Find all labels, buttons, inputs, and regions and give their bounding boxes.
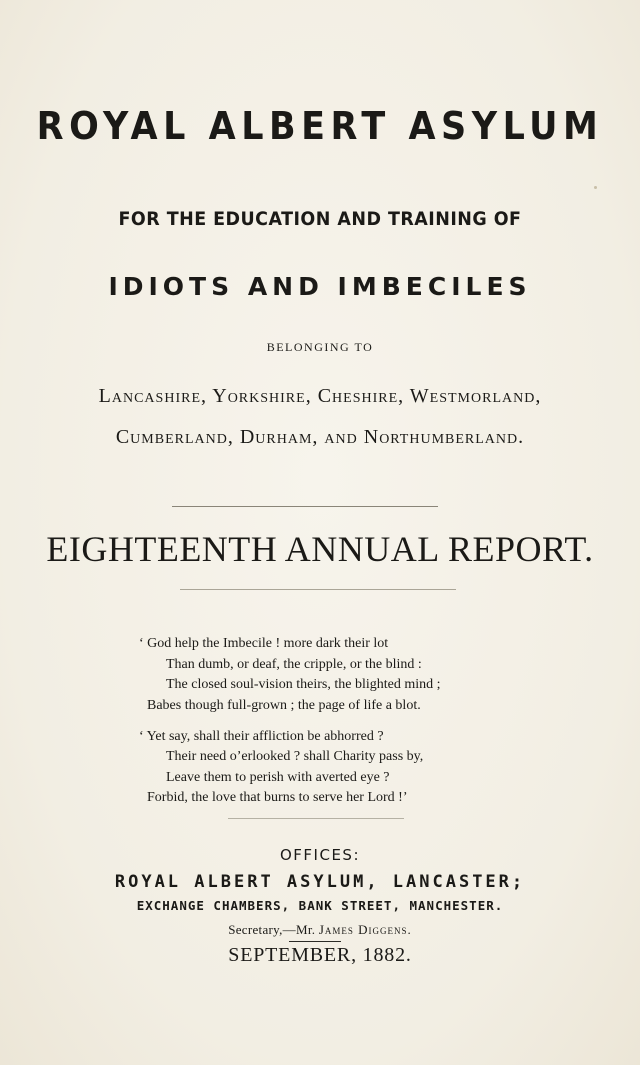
poem-line: Forbid, the love that burns to serve her Lord !’: [147, 790, 408, 805]
secretary-line: [0, 922, 640, 938]
secretary-name: James Diggens.: [318, 922, 412, 937]
report-date: SEPTEMBER, 1882.: [228, 944, 412, 966]
counties-line-1: Lancashire, Yorkshire, Cheshire, Westmorland,: [98, 385, 542, 407]
poem-line: ‘ Yet say, shall their affliction be abhorred ?: [139, 729, 384, 744]
office-address-manchester: EXCHANGE CHAMBERS, BANK STREET, MANCHESTER.: [136, 898, 504, 913]
subtitle: FOR THE EDUCATION AND TRAINING OF: [118, 208, 522, 230]
poem-line: Than dumb, or deaf, the cripple, or the blind :: [166, 657, 422, 672]
office-address-lancaster: ROYAL ALBERT ASYLUM, LANCASTER;: [114, 872, 526, 892]
poem-line: ‘ God help the Imbecile ! more dark their lot: [139, 636, 389, 651]
divider-rule: [172, 506, 438, 507]
offices-label: OFFICES:: [279, 846, 360, 864]
heading-idiots-imbeciles: IDIOTS AND IMBECILES: [108, 272, 532, 301]
poem-line: Babes though full-grown ; the page of life a blot.: [147, 698, 421, 713]
divider-rule: [228, 818, 404, 819]
report-title: EIGHTEENTH ANNUAL REPORT.: [46, 529, 594, 569]
belonging-to-label: BELONGING TO: [266, 340, 374, 354]
secretary-prefix: Secretary,—Mr.: [228, 922, 316, 937]
counties-line-2: Cumberland, Durham, and Northumberland.: [115, 426, 525, 448]
short-rule: [289, 941, 341, 942]
divider-rule: [180, 589, 456, 590]
poem-line: Their need o’erlooked ? shall Charity pass by,: [166, 749, 424, 764]
poem-line: The closed soul-vision theirs, the blighted mind ;: [166, 677, 441, 692]
asylum-title: ROYAL ALBERT ASYLUM: [36, 104, 604, 148]
poem-line: Leave them to perish with averted eye ?: [166, 770, 390, 785]
paper-speck: [594, 186, 597, 189]
